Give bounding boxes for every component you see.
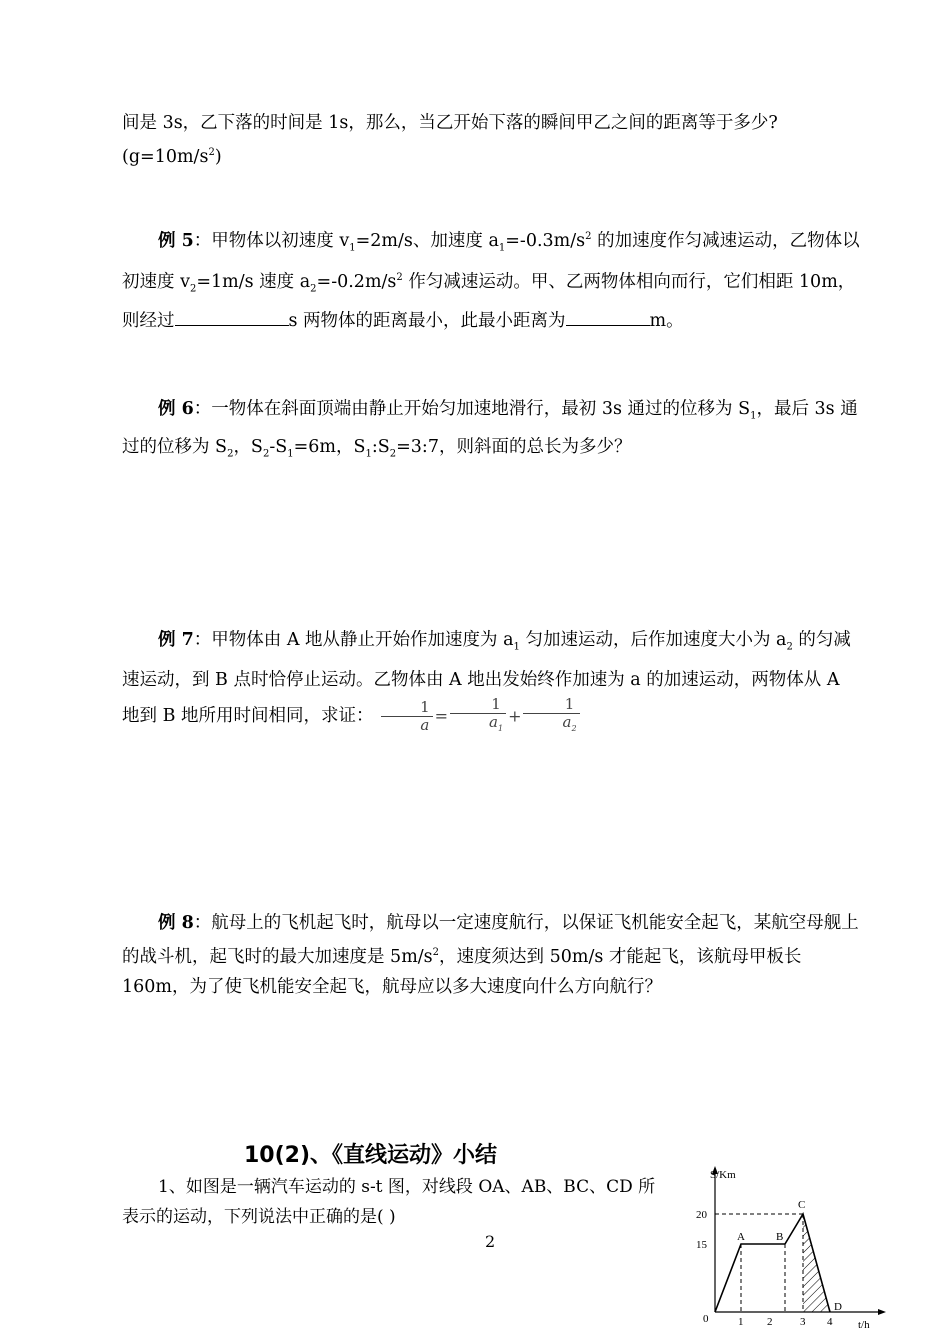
question-1: 1、如图是一辆汽车运动的 s-t 图，对线段 OA、AB、BC、CD 所表示的运动，下列说法中正确的是( ) — [122, 1177, 656, 1227]
x-tick-4: 4 — [827, 1316, 833, 1328]
example-5: 例 5：甲物体以初速度 $v_1=2m/s$、加速度 $a_1=-0.3m/s^2$ 的加速度作匀减速运动，乙物体以初速度 $v_2=1m/s$ 速度 $a_2=-0.2m/s^2$ 作匀减速运动。甲、乙两物体相向而行，它们相距 10m，则经过 s 两物体的距离最小，此最小距离为 m。 — [122, 230, 860, 331]
section-heading: 10(2)、《直线运动》小结 — [244, 1143, 498, 1168]
y-tick-15: 15 — [696, 1239, 707, 1251]
point-d: D — [834, 1301, 842, 1313]
example-5-label: 例 5 — [158, 230, 194, 251]
formula-fraction-a1: $\frac{1}{a_1}$ — [450, 696, 506, 737]
example-8: 例 8：航母上的飞机起飞时，航母以一定速度航行，以保证飞机能安全起飞，某航空母舰上的战斗机，起飞时的最大加速度是 $5m/s^2$，速度须达到 50m/s 才能起飞，该航母甲板长 160m，为了使飞机能安全起飞，航母应以多大速度向什么方向航行？ — [122, 913, 859, 997]
x-tick-3: 3 — [800, 1316, 806, 1328]
point-a: A — [737, 1231, 745, 1243]
y-tick-20: 20 — [696, 1209, 707, 1221]
example-7: 例 7：甲物体由 A 地从静止开始作加速度为 $a_1$ 匀加速运动，后作加速度大小为 $a_2$ 的匀减速运动，到 B 点时恰停止运动。乙物体由 A 地出发始终作加速为 a 的加速运动，两物体从 A 地到 B 地所用时间相同，求证： $\frac{1}{a}$ = $\frac{1}{a_1}$ + $\frac{1}{a_2}$ — [122, 624, 862, 737]
example-6-label: 例 6 — [158, 399, 194, 419]
point-b: B — [776, 1231, 784, 1243]
formula-fraction-a2: $\frac{1}{a_2}$ — [523, 696, 579, 737]
example-8-label: 例 8 — [158, 913, 194, 933]
origin-label: 0 — [703, 1313, 709, 1325]
page-number: 2 — [485, 1232, 496, 1251]
x-tick-2: 2 — [767, 1316, 773, 1328]
intro-line-1: 间是 3s，乙下落的时间是 1s，那么，当乙开始下落的瞬间甲乙之间的距离等于多少? — [122, 113, 778, 133]
x-tick-1: 1 — [738, 1316, 744, 1328]
st-graph-figure — [690, 1162, 890, 1342]
intro-paragraph — [122, 108, 862, 172]
x-axis-arrow — [878, 1309, 886, 1315]
formula-fraction-a: $\frac{1}{a}$ — [381, 699, 433, 734]
intro-line-2: $(g=10m/s^2)$ — [122, 146, 222, 167]
x-axis-label: t/h — [858, 1319, 870, 1331]
y-axis-label: S/Km — [710, 1169, 736, 1181]
point-c: C — [798, 1199, 806, 1211]
example-6: 例 6：一物体在斜面顶端由静止开始匀加速地滑行，最初 3s 通过的位移为 $S_1$，最后 3s 通过的位移为 $S_2$，$S_2-S_1=6m$，$S_1:S_2=3:7$，则斜面的总长为多少？ — [122, 399, 858, 459]
answer-blank-time[interactable] — [175, 305, 289, 326]
example-7-label: 例 7 — [158, 630, 194, 650]
answer-blank-distance[interactable] — [566, 305, 650, 326]
